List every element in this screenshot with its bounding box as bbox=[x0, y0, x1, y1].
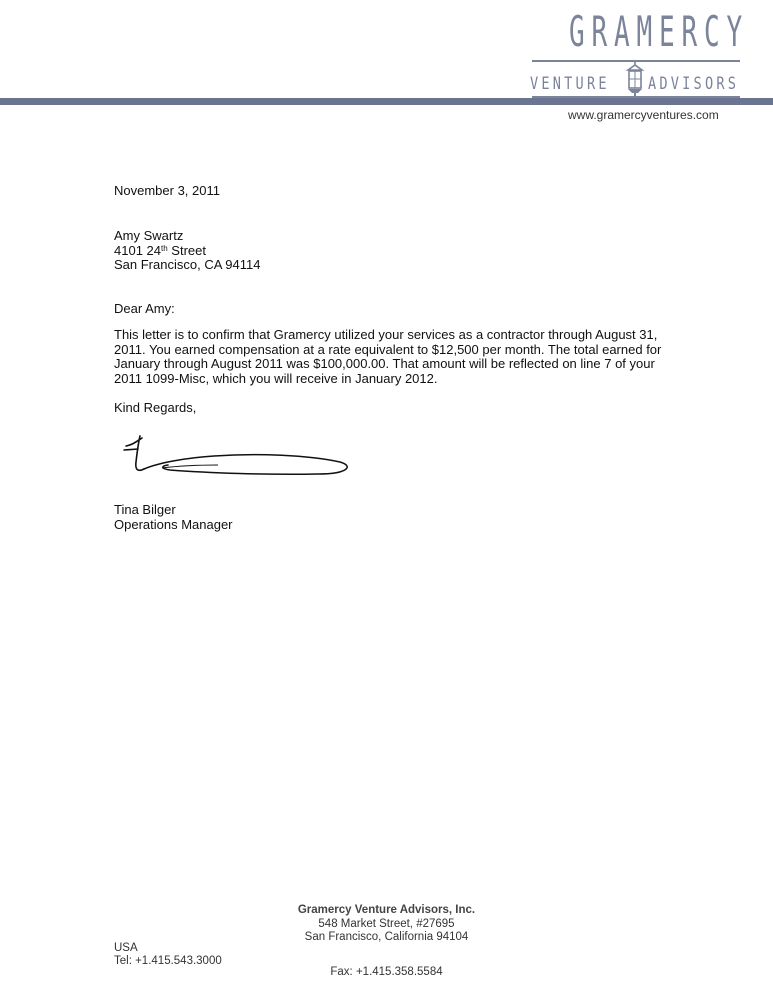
company-logo bbox=[528, 7, 750, 96]
recipient-address bbox=[114, 229, 260, 273]
closing: Kind Regards, bbox=[114, 400, 197, 415]
body-line: 2011. You earned compensation at a rate equivalent to $12,500 per month. The total earned for bbox=[114, 341, 662, 357]
website-url[interactable]: www.gramercyventures.com bbox=[568, 108, 719, 122]
recipient-street: 4101 24th Street bbox=[114, 242, 206, 258]
recipient-city: San Francisco, CA 94114 bbox=[114, 257, 261, 272]
signer-name: Tina Bilger bbox=[114, 502, 176, 517]
footer-company: Gramercy Venture Advisors, Inc. bbox=[297, 904, 476, 916]
signer-title: Operations Manager bbox=[114, 516, 233, 532]
logo-subtitle-left: VENTURE bbox=[530, 74, 610, 94]
logo-subtitle-right: ADVISORS bbox=[648, 74, 740, 94]
letter-date: November 3, 2011 bbox=[114, 183, 220, 198]
handwritten-signature bbox=[118, 432, 354, 484]
footer-fax: Fax: +1.415.358.5584 bbox=[330, 966, 443, 978]
lantern-icon bbox=[622, 60, 648, 100]
signer-block bbox=[114, 503, 233, 532]
body-paragraph bbox=[114, 328, 674, 386]
salutation: Dear Amy: bbox=[114, 301, 175, 316]
body-line: January through August 2011 was $100,000.00. That amount will be reflected on line 7 of your bbox=[114, 356, 655, 371]
footer-tel: Tel: +1.415.543.3000 bbox=[114, 955, 222, 967]
logo-wordmark: GRAMERCY bbox=[569, 7, 750, 56]
body-line: This letter is to confirm that Gramercy utilized your services as a contractor through August 31, bbox=[114, 327, 658, 342]
header-divider-bar bbox=[0, 98, 773, 105]
footer-city: San Francisco, California 94104 bbox=[304, 931, 469, 943]
recipient-name: Amy Swartz bbox=[114, 228, 184, 243]
footer-country: USA bbox=[114, 942, 138, 954]
footer-street: 548 Market Street, #27695 bbox=[318, 918, 455, 930]
body-line: 2011 1099-Misc, which you will receive in January 2012. bbox=[114, 370, 438, 386]
